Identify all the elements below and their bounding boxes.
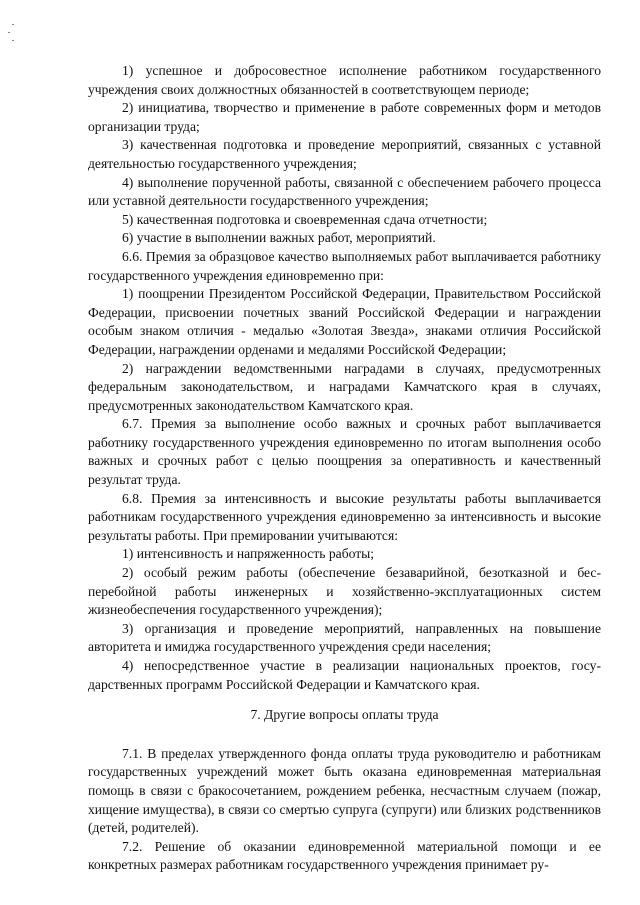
scan-mark [8,32,10,33]
paragraph: 6) участие в выполнении важных работ, мероприятий. [122,230,436,246]
section-heading: 7. Другие вопросы оплаты труда [250,707,439,723]
paragraph: 1) интенсивность и напряженность работы; [122,546,375,562]
paragraph: 1) поощрении Президентом Российской Федерации, Правительством Российской Федерации, присвоении почетных званий Российской Федерации и награждении особым знаком отличия - медалью «Золотая Звезда», знаками отличия Российской Федерации, награждении орденами и медалями Российской Федерации; [88,286,601,357]
paragraph: 6.6. Премия за образцовое качество выполняемых работ выплачивается работнику государственного учреждения единовременно при: [88,248,601,283]
paragraph: 6.7. Премия за выполнение особо важных и срочных работ выплачивается работнику государственного учреждения единовременно по итогам выполнения особо важных и срочных работ с целью поощрения за оперативность и качественный результат труда. [88,416,601,488]
paragraph: 5) качественная подготовка и своевременная сдача отчетности; [122,211,488,227]
paragraph: 4) непосредственное участие в реализации национальных проектов, государственных программ Российской Федерации и Камчатского края. [88,658,601,692]
paragraph: 6.8. Премия за интенсивность и высокие результаты работы выплачивается работникам государственного учреждения единовременно за интенсивность и высокие результаты работы. При премировании учитываются: [88,490,601,543]
document-body [88,62,601,875]
paragraph: 1) успешное и добросовестное исполнение работником государственного учреждения своих должностных обязанностей в соответствующем периоде; [88,63,601,97]
scan-mark [12,24,14,25]
paragraph: 2) инициатива, творчество и применение в работе современных форм и методов организации труда; [88,100,601,134]
paragraphs-after [88,745,601,875]
paragraph: 3) качественная подготовка и проведение мероприятий, связанных с уставной деятельностью государственного учреждения; [88,137,601,171]
scan-mark [12,40,14,41]
paragraph: 4) выполнение порученной работы, связанной с обеспечением рабочего процесса или уставной деятельности государственного учреждения; [88,174,601,209]
paragraph: 3) организация и проведение мероприятий, направленных на повышение авторитета и имиджа государственного учреждения среди населения; [88,620,601,655]
paragraph: 2) награждении ведомственными наградами в случаях, предусмотренных федеральным законодательством, и наградами Камчатского края в случаях, предусмотренных законодательством Камчатского края. [88,360,601,413]
paragraph: 7.1. В пределах утвержденного фонда оплаты труда руководителю и работникам государственных учреждений может быть оказана единовременная материальная помощь в связи с бракосочетанием, рождением ребенка, несчастным случаем (пожар, хищение имущества), в связи со смертью супруга (супруги) или близких родственников (детей, родителей). [88,745,601,836]
paragraphs-before [88,62,601,694]
paragraph: 2) особый режим работы (обеспечение безаварийной, безотказной и бесперебойной работы инженерных и хозяйственно-эксплуатационных систем жизнеобеспечения государственного учреждения); [88,565,601,618]
paragraph: 7.2. Решение об оказании единовременной материальной помощи и ее конкретных размерах работникам государственного учреждения принимает ру- [88,838,601,873]
